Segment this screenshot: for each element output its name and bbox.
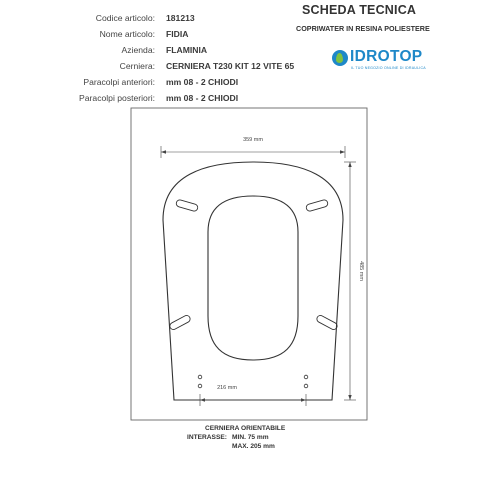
spec-label: Nome articolo: — [99, 29, 155, 39]
spec-value: mm 08 - 2 CHIODI — [166, 93, 239, 103]
spec-label: Paracolpi posteriori: — [79, 93, 155, 103]
spec-label: Paracolpi anteriori: — [83, 77, 155, 87]
front-bumper-left — [175, 199, 198, 212]
hinge-spacing-label: 216 mm — [217, 385, 237, 391]
spec-label: Cerniera: — [119, 61, 155, 71]
rear-bumper-right — [316, 314, 339, 331]
hinge-spacing-dimension — [200, 394, 306, 406]
hinge-min-row — [187, 433, 347, 442]
brand-name: IDROTOP — [350, 48, 423, 65]
page-subtitle: COPRIWATER IN RESINA POLIESTERE — [296, 24, 430, 33]
front-bumper-right — [305, 199, 328, 212]
hinge-max-row — [187, 442, 347, 451]
width-dimension — [161, 146, 345, 158]
seat-inner-opening — [208, 196, 298, 360]
drawing-frame — [131, 108, 367, 420]
spec-value: CERNIERA T230 KIT 12 VITE 65 — [166, 61, 295, 71]
rear-bumper-left — [169, 314, 192, 331]
spec-label: Azienda: — [121, 45, 155, 55]
interasse-label: INTERASSE: — [187, 434, 227, 441]
height-dimension — [344, 162, 356, 400]
spec-value: mm 08 - 2 CHIODI — [166, 77, 239, 87]
page-title: SCHEDA TECNICA — [302, 3, 417, 17]
spec-value: FLAMINIA — [166, 45, 208, 55]
hinge-holes — [198, 375, 308, 388]
height-dimension-label: 485 mm — [358, 261, 364, 281]
hinge-specs — [187, 424, 347, 451]
hinge-title: CERNIERA ORIENTABILE — [205, 425, 286, 432]
spec-value: 181213 — [166, 13, 195, 23]
seat-outer-outline — [163, 162, 343, 400]
hinge-min-value: MIN. 75 mm — [232, 434, 269, 441]
brand-tagline: IL TUO NEGOZIO ONLINE DI IDRAULICA — [351, 66, 426, 70]
spec-label: Codice articolo: — [95, 13, 155, 23]
spec-value: FIDIA — [166, 29, 189, 39]
width-dimension-label: 359 mm — [243, 137, 263, 143]
hinge-max-value: MAX. 205 mm — [232, 443, 275, 450]
